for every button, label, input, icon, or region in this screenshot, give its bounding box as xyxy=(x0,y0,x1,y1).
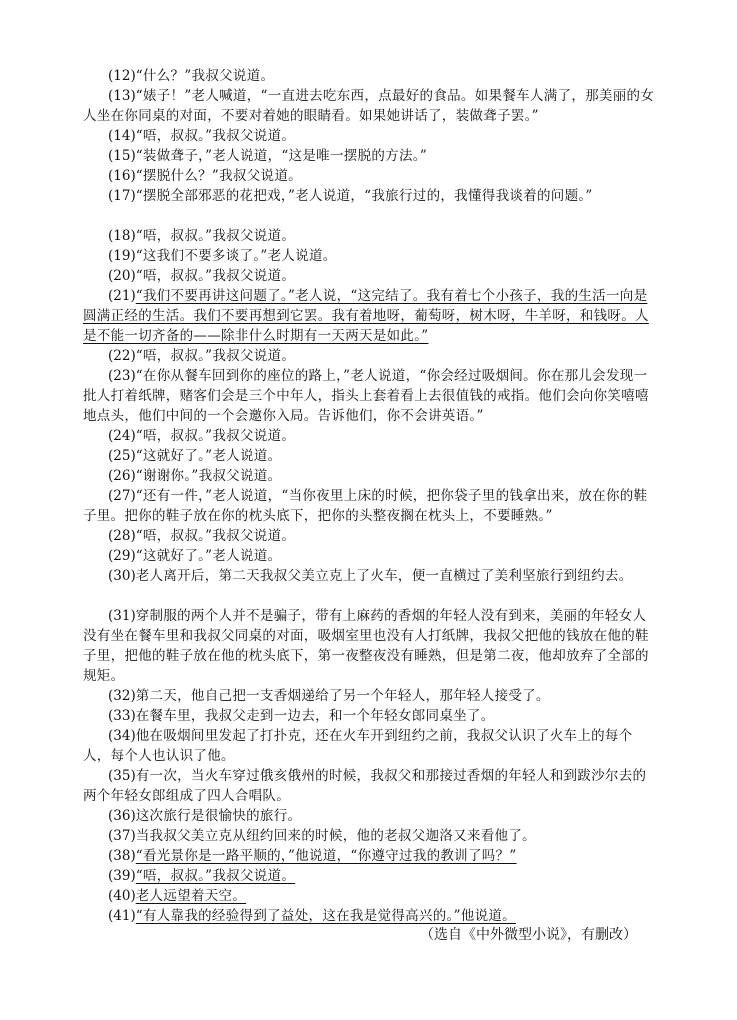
paragraph-23: (23)“在你从餐车回到你的座位的路上，”老人说道，“你会经过吸烟间。你在那儿会发现一批人打着纸牌，赌客们会是三个中年人，指头上套着看上去很值钱的戒指。他们会向你笑嘻嘻地点头，他们中间的一个会邀你入局。告诉他们，你不会讲英语。” xyxy=(83,368,649,424)
paragraph-21: (21)“我们不要再讲这问题了。”老人说，“这完结了。我有着七个小孩子，我的生活一向是圆满正经的生活。我们不要再想到它罢。我有着地呀，葡萄呀，树木呀，牛羊呀，和钱呀。人是不能一切齐备的——除非什么时期有一天两天是如此。” xyxy=(83,288,649,344)
paragraph-26: (26)“谢谢你。”我叔父说道。 xyxy=(108,468,282,484)
paragraph-30: (30)老人离开后，第二天我叔父美立克上了火车，便一直横过了美利坚旅行到纽约去。 xyxy=(108,568,633,584)
paragraph-39: (39)“唔，叔叔。”我叔父说道。 xyxy=(108,868,296,884)
paragraph-32: (32)第二天，他自己把一支香烟递给了另一个年轻人，那年轻人接受了。 xyxy=(108,688,550,704)
paragraph-28: (28)“唔，叔叔。”我叔父说道。 xyxy=(108,528,296,544)
underlined-text: “有人靠我的经验得到了益处，这在我是觉得高兴的。”他说道。 xyxy=(135,908,516,924)
source-citation: （选自《中外微型小说》，有删改） xyxy=(420,927,637,943)
paragraph-22: (22)“唔，叔叔。”我叔父说道。 xyxy=(108,348,296,364)
paragraph-29: (29)“这就好了。”老人说道。 xyxy=(108,548,282,564)
paragraph-36: (36)这次旅行是很愉快的旅行。 xyxy=(108,808,302,824)
paragraph-37: (37)当我叔父美立克从纽约回来的时候，他的老叔父迦洛又来看他了。 xyxy=(108,828,536,844)
underlined-text: “唔，叔叔。”我叔父说道。 xyxy=(135,868,296,884)
paragraph-33: (33)在餐车里，我叔父走到一边去，和一个年轻女郎同桌坐了。 xyxy=(108,708,495,724)
paragraph-15: (15)“装做聋子，”老人说道，“这是唯一摆脱的方法。” xyxy=(108,148,428,164)
paragraph-20: (20)“唔，叔叔。”我叔父说道。 xyxy=(108,268,296,284)
paragraph-14: (14)“唔，叔叔。”我叔父说道。 xyxy=(108,128,296,144)
paragraph-40: (40)老人远望着天空。 xyxy=(108,888,247,904)
paragraph-18: (18)“唔，叔叔。”我叔父说道。 xyxy=(108,228,296,244)
paragraph-12: (12)“什么？”我叔父说道。 xyxy=(108,68,275,84)
paragraph-16: (16)“摆脱什么？”我叔父说道。 xyxy=(108,168,302,184)
paragraph-13: (13)“婊子！”老人喊道，“一直进去吃东西，点最好的食品。如果餐车人满了，那美丽的女人坐在你同桌的对面，不要对着她的眼睛看。如果她讲话了，装做聋子罢。” xyxy=(83,88,655,124)
underlined-text: 老人远望着天空。 xyxy=(135,888,247,904)
underlined-text: “看光景你是一路平顺的，”他说道，“你遵守过我的教训了吗？” xyxy=(135,848,517,864)
paragraph-31: (31)穿制服的两个人并不是骗子，带有上麻药的香烟的年轻人没有到来，美丽的年轻女人没有坐在餐车里和我叔父同桌的对面，吸烟室里也没有人打纸牌，我叔父把他的钱放在他的鞋子里，把他的鞋子放在他的枕头底下，第一夜整夜没有睡熟，但是第二夜，他却放弃了全部的规矩。 xyxy=(83,608,649,684)
paragraph-24: (24)“唔，叔叔。”我叔父说道。 xyxy=(108,428,296,444)
paragraph-34: (34)他在吸烟间里发起了打扑克，还在火车开到纽约之前，我叔父认识了火车上的每个人，每个人也认识了他。 xyxy=(83,728,633,764)
paragraph-38: (38)“看光景你是一路平顺的，”他说道，“你遵守过我的教训了吗？” xyxy=(108,848,517,864)
paragraph-35: (35)有一次，当火车穿过俄亥俄州的时候，我叔父和那接过香烟的年轻人和到跋沙尔去的两个年轻女郎组成了四人合唱队。 xyxy=(83,768,647,804)
paragraph-17: (17)“摆脱全部邪恶的花把戏，”老人说道，“我旅行过的，我懂得我谈着的问题。” xyxy=(108,188,593,204)
underlined-text: “我们不要再讲这问题了。”老人说，“这完结了。我有着七个小孩子，我的生活一向是圆满正经的生活。我们不要再想到它罢。我有着地呀，葡萄呀，树木呀，牛羊呀，和钱呀。人是不能一切齐备的——除非什么时期有一天两天是如此。” xyxy=(83,288,649,344)
paragraph-41: (41)“有人靠我的经验得到了益处，这在我是觉得高兴的。”他说道。 xyxy=(108,908,516,924)
paragraph-19: (19)“这我们不要多谈了。”老人说道。 xyxy=(108,248,337,264)
paragraph-27: (27)“还有一件，”老人说道，“当你夜里上床的时候，把你袋子里的钱拿出来，放在你的鞋子里。把你的鞋子放在你的枕头底下，把你的头整夜搁在枕头上，不要睡熟。” xyxy=(83,488,648,524)
paragraph-25: (25)“这就好了。”老人说道。 xyxy=(108,448,282,464)
